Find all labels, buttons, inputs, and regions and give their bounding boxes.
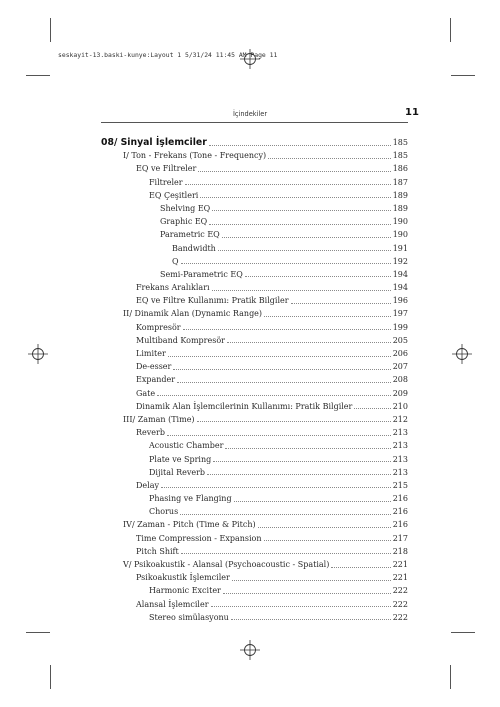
dot-leader — [232, 580, 391, 581]
toc-entry — [101, 306, 408, 319]
toc-entry-page: 187 — [392, 177, 408, 187]
toc-entry-label: Psikoakustik İşlemciler — [136, 573, 230, 583]
toc-entry — [101, 610, 408, 623]
toc-entry-page: 191 — [392, 243, 408, 253]
toc-entry-label: Graphic EQ — [160, 217, 208, 227]
toc-entry-page: 190 — [392, 217, 408, 227]
dot-leader — [167, 435, 391, 436]
toc-entry — [101, 530, 408, 543]
toc-entry-page: 199 — [392, 322, 408, 332]
dot-leader — [207, 474, 391, 475]
toc-entry-page: 216 — [392, 507, 408, 517]
toc-entry — [101, 478, 408, 491]
toc-entry-page: 196 — [392, 296, 408, 306]
dot-leader — [212, 290, 391, 291]
toc-entry-label: De-esser — [136, 362, 172, 372]
toc-entry-page: 222 — [392, 599, 408, 609]
toc-entry-label: Delay — [136, 480, 159, 490]
toc-entry-page: 206 — [392, 349, 408, 358]
toc-entry — [101, 557, 408, 570]
toc-entry-page: 210 — [392, 401, 408, 411]
dot-leader — [157, 395, 391, 396]
toc-entry-page: 213 — [392, 467, 408, 477]
toc-entry — [101, 425, 408, 438]
toc-entry-label: III/ Zaman (Time) — [123, 414, 195, 424]
crop-mark-bottom-right-h — [451, 632, 475, 633]
dot-leader — [223, 593, 391, 594]
toc-entry-label: 08/ Sinyal İşlemciler — [101, 137, 207, 148]
dot-leader — [225, 448, 390, 449]
toc-entry-page: 213 — [392, 428, 408, 438]
toc-entry — [101, 201, 408, 214]
toc-entry-page: 218 — [392, 546, 408, 556]
toc-entry-page: 189 — [392, 190, 408, 200]
toc-entry-label: I/ Ton - Frekans (Tone - Frequency) — [123, 151, 267, 161]
toc-entry-page: 194 — [392, 283, 408, 293]
toc-entry — [101, 596, 408, 609]
crop-mark-bottom-right-v — [450, 665, 451, 689]
toc-entry — [101, 333, 408, 346]
toc-entry-label: Filtreler — [149, 177, 183, 187]
toc-entry-page: 192 — [392, 256, 408, 266]
toc-entry-page: 221 — [392, 573, 408, 583]
dot-leader — [181, 553, 391, 554]
toc-entry-page: 216 — [392, 494, 408, 504]
toc-entry — [101, 188, 408, 201]
toc-entry — [101, 346, 408, 359]
toc-entry — [101, 319, 408, 332]
toc-entry-label: Gate — [136, 388, 156, 398]
toc-entry — [101, 372, 408, 385]
dot-leader — [264, 540, 391, 541]
crop-mark-bottom-left-v — [50, 665, 51, 689]
toc-entry — [101, 491, 408, 504]
toc-entry-label: II/ Dinamik Alan (Dynamic Range) — [123, 309, 263, 319]
dot-leader — [177, 382, 391, 383]
toc-entry-label: Shelving EQ — [160, 203, 211, 213]
registration-mark-top-icon — [240, 49, 260, 69]
toc-entry-page: 185 — [392, 151, 408, 161]
toc-entry-label: Acoustic Chamber — [149, 441, 224, 451]
dot-leader — [231, 619, 391, 620]
toc-entry-label: Kompresör — [136, 322, 181, 332]
toc-entry — [101, 517, 408, 530]
toc-entry — [101, 280, 408, 293]
toc-entry-page: 222 — [392, 586, 408, 596]
dot-leader — [185, 184, 391, 185]
toc-entry — [101, 412, 408, 425]
toc-entry-label: Chorus — [149, 507, 179, 517]
toc-entry — [101, 267, 408, 280]
toc-entry-label: V/ Psikoakustik - Alansal (Psychoacoustic - Spatial) — [123, 560, 330, 569]
toc-entry-page: 190 — [392, 230, 408, 240]
toc-entry-label: EQ ve Filtre Kullanımı: Pratik Bilgiler — [136, 296, 289, 306]
toc-entry — [101, 451, 408, 464]
toc-entry-page: 216 — [392, 520, 408, 530]
registration-mark-bottom-icon — [240, 640, 260, 660]
dot-leader — [180, 514, 391, 515]
toc-entry-label: Semi-Parametric EQ — [160, 269, 243, 279]
toc-entry-page: 186 — [392, 164, 408, 174]
dot-leader — [211, 606, 391, 607]
crop-mark-top-left-h — [26, 75, 50, 76]
dot-leader — [258, 527, 391, 528]
toc-entry — [101, 570, 408, 583]
toc-entry — [101, 583, 408, 596]
dot-leader — [291, 303, 391, 304]
toc-entry-label: Plate ve Spring — [149, 454, 212, 464]
running-header-title: İçindekiler — [232, 110, 268, 118]
toc-entry-label: Dinamik Alan İşlemcilerinin Kullanımı: Pratik Bilgiler — [136, 401, 353, 411]
toc-entry-label: EQ Çeşitleri — [149, 190, 199, 200]
toc-entry-page: 217 — [392, 533, 408, 543]
toc-entry — [101, 359, 408, 372]
dot-leader — [222, 237, 391, 238]
toc-entry — [101, 227, 408, 240]
crop-mark-bottom-left-h — [26, 632, 50, 633]
dot-leader — [209, 145, 391, 146]
dot-leader — [245, 276, 391, 277]
toc-entry-label: Parametric EQ — [160, 230, 220, 240]
toc-entry — [101, 399, 408, 412]
toc-entry — [101, 148, 408, 161]
printer-slug: seskayit-13.baski-kunye:Layout 1 5/31/24 11:45 AM Page 11 — [58, 51, 278, 59]
dot-leader — [173, 369, 390, 370]
crop-mark-top-left-v — [50, 18, 51, 42]
dot-leader — [197, 421, 391, 422]
toc-entry — [101, 174, 408, 187]
toc-entry-page: 213 — [392, 454, 408, 464]
toc-entry-label: Harmonic Exciter — [149, 586, 221, 596]
toc-entry-label: Pitch Shift — [136, 546, 179, 556]
dot-leader — [200, 197, 390, 198]
page-number: 11 — [405, 107, 419, 118]
toc-entry — [101, 438, 408, 451]
toc-entry-page: 185 — [392, 138, 408, 147]
toc-entry-page: 197 — [392, 309, 408, 319]
dot-leader — [209, 224, 390, 225]
toc-entry — [101, 465, 408, 478]
toc-entry-page: 212 — [392, 414, 408, 424]
toc-entry — [101, 544, 408, 557]
toc-entry-page: 207 — [392, 362, 408, 372]
dot-leader — [227, 342, 391, 343]
toc-entry-label: Time Compression - Expansion — [136, 533, 262, 543]
toc-entry — [101, 293, 408, 306]
dot-leader — [264, 316, 391, 317]
crop-mark-top-right-h — [451, 75, 475, 76]
toc-entry-page: 205 — [392, 335, 408, 345]
toc-entry-label: Reverb — [136, 428, 165, 438]
toc-entry-page: 194 — [392, 269, 408, 279]
dot-leader — [183, 329, 391, 330]
toc-entry — [101, 504, 408, 517]
dot-leader — [168, 356, 391, 357]
crop-mark-top-right-v — [450, 18, 451, 42]
dot-leader — [212, 210, 391, 211]
toc-entry-page: 222 — [392, 612, 408, 622]
header-rule — [101, 122, 408, 123]
toc-entry — [101, 214, 408, 227]
dot-leader — [331, 567, 390, 568]
toc-entry — [101, 385, 408, 398]
dot-leader — [198, 171, 390, 172]
toc-entry-label: Multiband Kompresör — [136, 335, 225, 345]
toc-entry-label: Q — [172, 256, 179, 266]
toc-chapter-entry — [101, 134, 408, 148]
dot-leader — [354, 408, 390, 409]
toc-entry-page: 208 — [392, 375, 408, 385]
toc-entry-label: Dijital Reverb — [149, 467, 206, 477]
dot-leader — [181, 263, 391, 264]
registration-mark-right-icon — [452, 344, 472, 364]
dot-leader — [218, 250, 391, 251]
registration-mark-left-icon — [28, 344, 48, 364]
toc-entry-page: 209 — [392, 388, 408, 398]
toc-entry-label: IV/ Zaman - Pitch (Time & Pitch) — [123, 520, 256, 530]
toc-entry-page: 215 — [392, 480, 408, 490]
dot-leader — [161, 487, 391, 488]
dot-leader — [213, 461, 390, 462]
toc-entry-label: Frekans Aralıkları — [136, 283, 210, 293]
toc-entry — [101, 254, 408, 267]
toc-entry — [101, 240, 408, 253]
dot-leader — [234, 501, 391, 502]
toc-entry-label: Stereo simülasyonu — [149, 612, 229, 622]
toc-entry-label: EQ ve Filtreler — [136, 164, 197, 174]
toc-entry-page: 189 — [392, 203, 408, 213]
toc-entry — [101, 161, 408, 174]
toc-entry-label: Expander — [136, 375, 176, 385]
table-of-contents — [101, 134, 408, 623]
toc-entry-label: Limiter — [136, 349, 166, 358]
toc-entry-page: 213 — [392, 441, 408, 451]
toc-entry-label: Bandwidth — [172, 243, 216, 253]
toc-entry-label: Phasing ve Flanging — [149, 494, 232, 504]
toc-entry-page: 221 — [392, 560, 408, 569]
dot-leader — [268, 158, 391, 159]
toc-entry-label: Alansal İşlemciler — [136, 599, 209, 609]
